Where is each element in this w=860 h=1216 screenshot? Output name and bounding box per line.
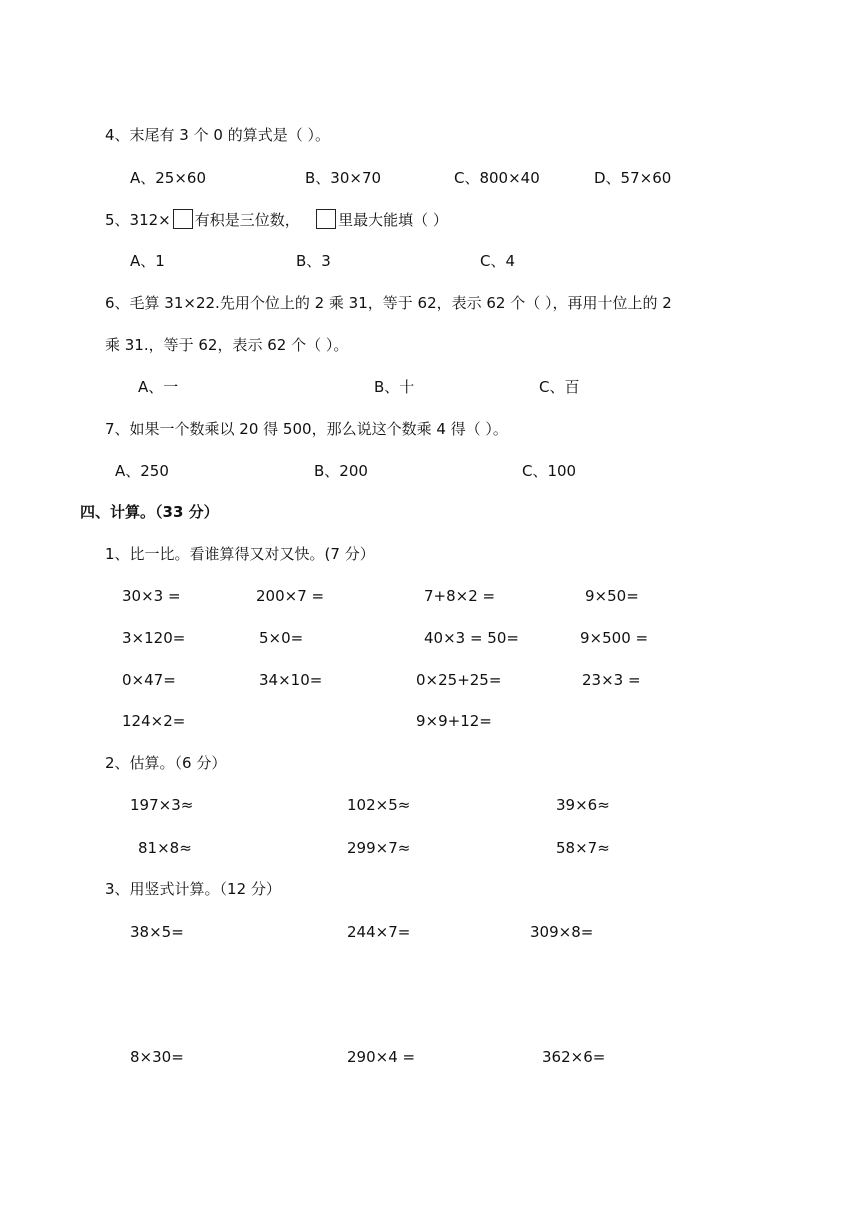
p1-r3-c2: 34×10= xyxy=(259,671,323,689)
q7-option-a: A、250 xyxy=(115,462,169,480)
p1-r1-c2: 200×7 = xyxy=(256,587,325,605)
p1-r4-c1: 124×2= xyxy=(122,712,186,730)
p1-r4-c2: 9×9+12= xyxy=(416,712,492,730)
p2-r2-c1: 81×8≈ xyxy=(138,839,192,857)
q7-stem: 7、如果一个数乘以 20 得 500，那么说这个数乘 4 得（ ）。 xyxy=(105,420,508,438)
blank-box-1 xyxy=(173,209,193,229)
p3-r1-c3: 309×8= xyxy=(530,923,594,941)
section4-title: 四、计算。（33 分） xyxy=(80,503,219,521)
p1-title: 1、比一比。看谁算得又对又快。(7 分） xyxy=(105,545,375,563)
blank-box-2 xyxy=(316,209,336,229)
p2-title: 2、估算。（6 分） xyxy=(105,754,227,772)
q4-option-a: A、25×60 xyxy=(130,169,207,187)
q5-part2: 有积是三位数， xyxy=(194,211,300,229)
q6-line1: 6、毛算 31×22.先用个位上的 2 乘 31，等于 62，表示 62 个（ ），再用十位上的 2 xyxy=(105,294,672,312)
p3-r2-c2: 290×4 = xyxy=(347,1048,416,1066)
p3-r1-c2: 244×7= xyxy=(347,923,411,941)
q4-stem: 4、末尾有 3 个 0 的算式是（ ）。 xyxy=(105,126,330,144)
p3-r2-c3: 362×6= xyxy=(542,1048,606,1066)
q6-line2: 乘 31.，等于 62，表示 62 个（ ）。 xyxy=(105,336,349,354)
q5-part3: 里最大能填（ ） xyxy=(338,211,448,229)
q4-option-c: C、800×40 xyxy=(454,169,540,187)
q5-option-c: C、4 xyxy=(480,252,516,270)
p1-r1-c4: 9×50= xyxy=(585,587,639,605)
p2-r2-c2: 299×7≈ xyxy=(347,839,411,857)
q5-option-a: A、1 xyxy=(130,252,165,270)
q4-option-b: B、30×70 xyxy=(305,169,382,187)
p1-r2-c1: 3×120= xyxy=(122,629,186,647)
p2-r1-c3: 39×6≈ xyxy=(556,796,610,814)
p1-r3-c4: 23×3 = xyxy=(582,671,641,689)
q4-option-d: D、57×60 xyxy=(594,169,672,187)
q6-option-a: A、一 xyxy=(138,378,179,396)
p2-r1-c1: 197×3≈ xyxy=(130,796,194,814)
p1-r3-c1: 0×47= xyxy=(122,671,176,689)
p1-r2-c2: 5×0= xyxy=(259,629,304,647)
q6-option-c: C、百 xyxy=(539,378,580,396)
q7-option-b: B、200 xyxy=(314,462,368,480)
p2-r2-c3: 58×7≈ xyxy=(556,839,610,857)
q7-option-c: C、100 xyxy=(522,462,577,480)
p1-r1-c3: 7+8×2 = xyxy=(424,587,496,605)
p3-title: 3、用竖式计算。（12 分） xyxy=(105,880,281,898)
q6-option-b: B、十 xyxy=(374,378,415,396)
q5-part1: 5、312× xyxy=(105,211,171,229)
q5-stem xyxy=(105,209,448,230)
p1-r1-c1: 30×3 = xyxy=(122,587,181,605)
p3-r1-c1: 38×5= xyxy=(130,923,184,941)
p1-r2-c3: 40×3 = 50= xyxy=(424,629,519,647)
q5-option-b: B、3 xyxy=(296,252,331,270)
p1-r2-c4: 9×500 = xyxy=(580,629,649,647)
p2-r1-c2: 102×5≈ xyxy=(347,796,411,814)
p1-r3-c3: 0×25+25= xyxy=(416,671,502,689)
p3-r2-c1: 8×30= xyxy=(130,1048,184,1066)
